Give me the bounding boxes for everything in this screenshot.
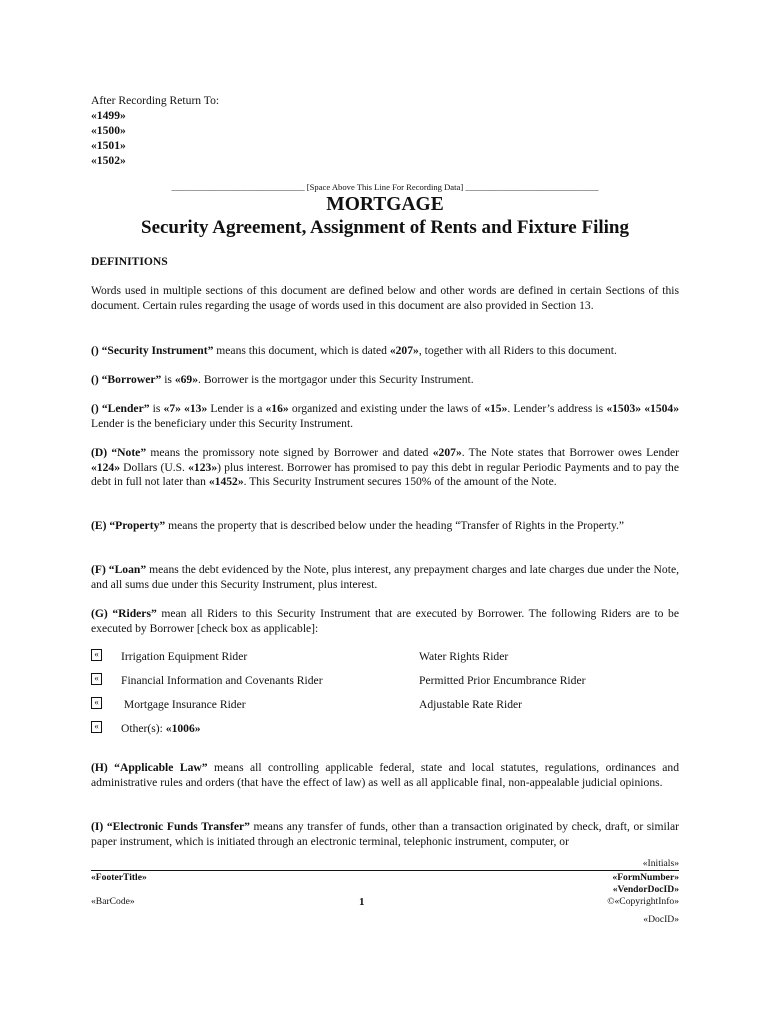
rider-row	[91, 696, 679, 720]
def-term: (D) “Note”	[91, 446, 147, 459]
def-riders	[91, 607, 679, 636]
return-line: «1501»	[91, 139, 126, 152]
def-applicable-law	[91, 761, 679, 790]
def-term: (H) “Applicable Law”	[91, 761, 208, 774]
merge-field: «15»	[484, 402, 508, 415]
def-text: Dollars (U.S.	[119, 460, 189, 474]
others-label: Other(s):	[121, 722, 166, 735]
def-text: means the property that is described below under the heading “Transfer of Rights in the Property.”	[165, 519, 625, 532]
rider-row-others	[91, 720, 679, 744]
footer-row	[91, 896, 679, 908]
def-text: mean all Riders to this Security Instrument that are executed by Borrower. The following Riders are to be executed by Borrower [check box as applicable]:	[91, 607, 679, 635]
merge-field: «7» «13»	[163, 402, 208, 415]
merge-field: «207»	[432, 446, 462, 459]
def-text: . Lender’s address is	[507, 402, 607, 415]
return-heading: After Recording Return To:	[91, 94, 220, 107]
rider-label: Water Rights Rider	[419, 650, 509, 663]
footer-row	[91, 914, 679, 926]
merge-field: «1452»	[208, 475, 244, 489]
def-text: ) plus interest. Borrower has promised to pay this debt in regular Periodic Payments and to pay the debt in full not later than	[91, 460, 679, 489]
merge-field: «123»	[188, 460, 218, 474]
document-title: MORTGAGE	[326, 194, 444, 215]
page-footer	[91, 858, 679, 926]
rider-row	[91, 672, 679, 696]
form-number: «FormNumber»	[612, 872, 679, 883]
footer-row	[91, 884, 679, 896]
def-term: (E) “Property”	[91, 519, 166, 532]
rider-label: Financial Information and Covenants Rider	[121, 674, 323, 687]
def-security-instrument	[91, 344, 679, 359]
def-text: . Borrower is the mortgagor under this Security Instrument.	[198, 373, 474, 386]
merge-field: «1503» «1504»	[606, 402, 680, 415]
def-text: means the debt evidenced by the Note, plus interest, any prepayment charges and late charges due under the Note, and all sums due under this Security Instrument, plus interest.	[91, 563, 679, 591]
page-number: 1	[359, 896, 365, 908]
def-loan	[91, 563, 679, 592]
rider-checkbox[interactable]: «	[91, 697, 102, 709]
return-line: «1502»	[91, 154, 126, 167]
def-term: () “Lender”	[91, 402, 150, 415]
rider-row	[91, 648, 679, 672]
footer-row	[91, 872, 679, 884]
def-term: (I) “Electronic Funds Transfer”	[91, 820, 250, 833]
def-note	[91, 446, 679, 490]
rider-checkbox[interactable]: «	[91, 649, 102, 661]
rider-label	[121, 722, 201, 737]
document-subtitle: Security Agreement, Assignment of Rents and Fixture Filing	[141, 217, 629, 238]
return-line: «1500»	[91, 124, 126, 137]
def-text: means this document, which is dated	[213, 344, 390, 357]
rider-label: Adjustable Rate Rider	[419, 698, 523, 711]
rider-label: Permitted Prior Encumbrance Rider	[419, 674, 586, 687]
merge-field: «124»	[91, 460, 120, 474]
initials-field: «Initials»	[642, 858, 679, 869]
recording-separator: _______________________________ [Space Above This Line For Recording Data] _______________________________	[171, 182, 599, 192]
def-term: () “Borrower”	[91, 373, 162, 386]
def-text: Lender is a	[207, 402, 266, 415]
def-term: (G) “Riders”	[91, 607, 157, 620]
footer-row	[91, 858, 679, 870]
def-term: () “Security Instrument”	[91, 344, 214, 357]
def-text: is	[161, 373, 175, 386]
intro-paragraph: Words used in multiple sections of this document are defined below and other words are defined in certain Sections of this document. Certain rules regarding the usage of words used in this document are also provided in Section 13.	[91, 284, 679, 312]
def-borrower	[91, 373, 679, 388]
definitions-heading: DEFINITIONS	[91, 255, 168, 268]
footer-rule	[91, 870, 679, 871]
rider-checkbox[interactable]: «	[91, 673, 102, 685]
def-electronic-funds-transfer	[91, 820, 679, 849]
return-address-block	[91, 94, 219, 169]
vendor-doc-id: «VendorDocID»	[612, 884, 679, 895]
def-term: (F) “Loan”	[91, 563, 147, 576]
def-text: Lender is the beneficiary under this Security Instrument.	[91, 416, 354, 430]
merge-field: «16»	[265, 402, 289, 415]
footer-title: «FooterTitle»	[91, 872, 147, 883]
def-text: organized and existing under the laws of	[288, 402, 485, 415]
doc-id: «DocID»	[643, 914, 679, 925]
return-line: «1499»	[91, 109, 126, 122]
def-text: , together with all Riders to this document.	[418, 344, 617, 357]
def-property	[91, 519, 679, 534]
def-text: . The Note states that Borrower owes Lender	[461, 446, 680, 459]
merge-field: «1006»	[165, 722, 201, 735]
rider-label: Mortgage Insurance Rider	[121, 698, 246, 711]
riders-checklist	[91, 648, 679, 744]
def-text: means all controlling applicable federal, state and local statutes, regulations, ordinances and administrative rules and orders (that have the effect of law) as well as all applicable final, non-appealable judicial opinions.	[91, 761, 679, 789]
rider-checkbox[interactable]: «	[91, 721, 102, 733]
merge-field: «207»	[389, 344, 419, 357]
def-text: . This Security Instrument secures 150% of the amount of the Note.	[243, 475, 557, 489]
def-lender	[91, 402, 679, 431]
def-text: means the promissory note signed by Borrower and dated	[146, 446, 433, 459]
def-text: means any transfer of funds, other than a transaction originated by check, draft, or similar paper instrument, which is initiated through an electronic terminal, telephonic instrument, computer, or	[91, 820, 679, 848]
rider-label: Irrigation Equipment Rider	[121, 650, 248, 663]
def-text: is	[149, 402, 164, 415]
copyright: ©«CopyrightInfo»	[607, 896, 679, 907]
barcode: «BarCode»	[91, 896, 135, 907]
merge-field: «69»	[174, 373, 199, 386]
